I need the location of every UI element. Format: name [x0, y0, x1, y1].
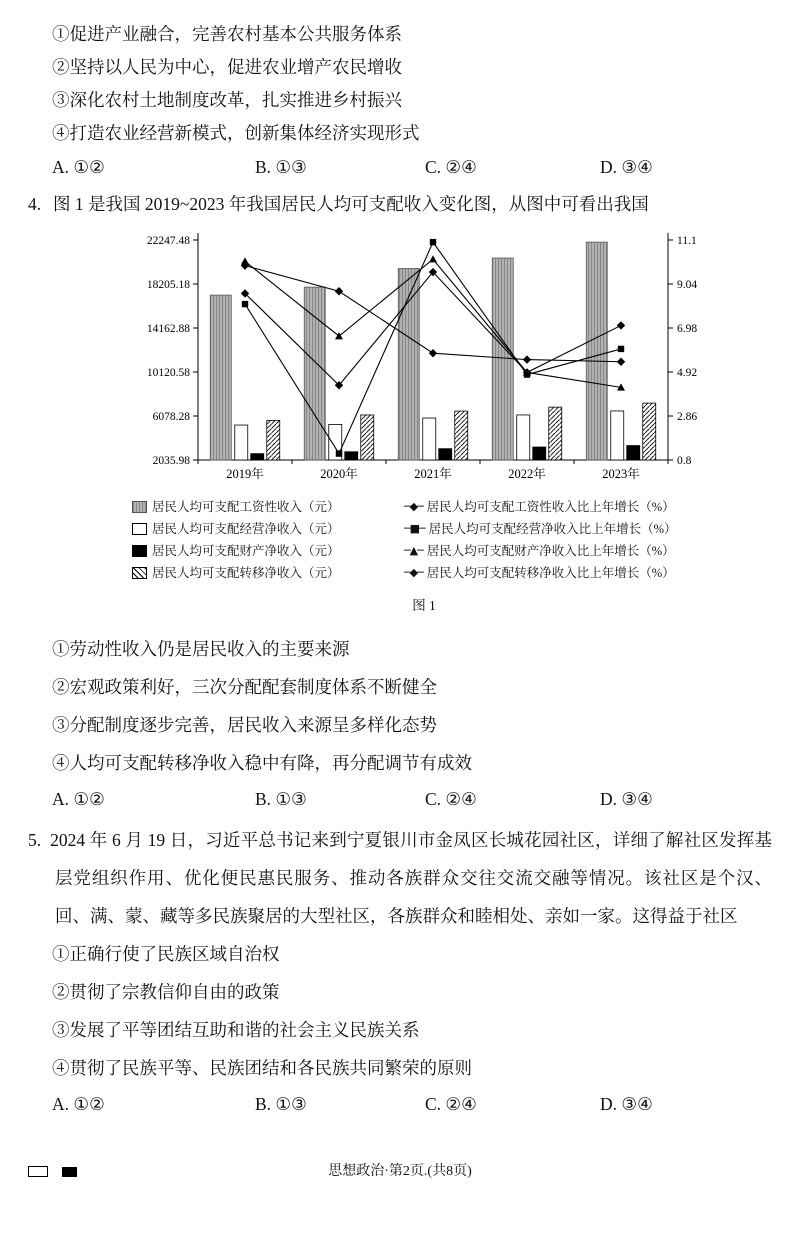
question-5-stem — [28, 821, 772, 935]
chart-legend — [132, 496, 734, 584]
option-line: ④贯彻了民族平等、民族团结和各民族共同繁荣的原则 — [52, 1058, 472, 1078]
option-line: ③分配制度逐步完善，居民收入来源呈多样化态势 — [52, 715, 437, 735]
choice-a: A. ①② — [52, 1094, 105, 1114]
legend-item — [404, 562, 734, 584]
registration-marks — [28, 1166, 77, 1177]
page-footer — [0, 1162, 800, 1192]
choice-a: A. ①② — [52, 157, 105, 177]
choice-b: B. ①③ — [255, 157, 307, 177]
bar-swatch-wage-icon — [132, 501, 147, 513]
choice-a: A. ①② — [52, 789, 105, 809]
svg-text:9.04: 9.04 — [677, 279, 698, 291]
svg-text:11.1: 11.1 — [677, 235, 697, 247]
choice-c: C. ②④ — [425, 1094, 477, 1114]
option-line: ①劳动性收入仍是居民收入的主要来源 — [52, 639, 350, 659]
income-chart-svg — [114, 226, 734, 494]
legend-label: 居民人均可支配工资性收入（元） — [152, 500, 340, 514]
legend-bars-column — [132, 496, 404, 584]
triangle-line-marker-icon: ─▲─ — [404, 544, 423, 557]
option-line: ②宏观政策利好，三次分配配套制度体系不断健全 — [52, 677, 437, 697]
square-line-marker-icon: ─■─ — [404, 522, 425, 535]
choices-row-q5 — [28, 1087, 774, 1122]
choice-b: B. ①③ — [255, 789, 307, 809]
bar-swatch-property-icon — [132, 545, 147, 557]
svg-text:6078.28: 6078.28 — [152, 411, 190, 423]
svg-text:2021年: 2021年 — [414, 467, 452, 481]
question-5-options — [28, 935, 774, 1087]
svg-text:6.98: 6.98 — [677, 323, 698, 335]
option-line: ③深化农村土地制度改革，扎实推进乡村振兴 — [52, 90, 402, 110]
svg-text:14162.88: 14162.88 — [146, 323, 190, 335]
legend-item — [404, 496, 734, 518]
chart-caption: 图 1 — [412, 598, 436, 613]
question-text: 图 1 是我国 2019~2023 年我国居民人均可支配收入变化图，从图中可看出我国 — [53, 194, 649, 214]
svg-text:22247.48: 22247.48 — [146, 235, 190, 247]
diamond-line-marker-icon: ─◆─ — [404, 566, 423, 579]
legend-label: 居民人均可支配转移净收入比上年增长（%） — [426, 566, 675, 580]
svg-text:2035.98: 2035.98 — [152, 455, 190, 467]
income-chart — [114, 226, 734, 614]
choice-d: D. ③④ — [600, 157, 653, 177]
legend-item — [132, 518, 404, 540]
svg-text:2019年: 2019年 — [226, 467, 264, 481]
option-line: ②坚持以人民为中心，促进农业增产农民增收 — [52, 57, 402, 77]
legend-label: 居民人均可支配转移净收入（元） — [152, 566, 340, 580]
svg-text:4.92: 4.92 — [677, 367, 698, 379]
question-number: 4. — [28, 194, 42, 214]
legend-label: 居民人均可支配经营净收入（元） — [152, 522, 340, 536]
svg-text:2.86: 2.86 — [677, 411, 698, 423]
legend-label: 居民人均可支配财产净收入（元） — [152, 544, 340, 558]
bar-swatch-transfer-icon — [132, 567, 147, 579]
option-line: ①正确行使了民族区域自治权 — [52, 944, 280, 964]
legend-item — [132, 540, 404, 562]
footer-text: 思想政治·第2页.(共8页) — [328, 1164, 472, 1179]
choice-b: B. ①③ — [255, 1094, 307, 1114]
legend-item — [132, 496, 404, 518]
svg-text:2023年: 2023年 — [602, 467, 640, 481]
option-line: ②贯彻了宗教信仰自由的政策 — [52, 982, 280, 1002]
diamond-line-marker-icon: ─◆─ — [404, 500, 423, 513]
choices-row-q3 — [28, 150, 774, 185]
legend-item — [132, 562, 404, 584]
question-text: 2024 年 6 月 19 日，习近平总书记来到宁夏银川市金凤区长城花园社区，详细了解社区发挥基层党组织作用、优化便民惠民服务、推动各族群众交往交流交融等情况。该社区是个汉、回、满、蒙、藏等多民族聚居的大型社区，各族群众和睦相处、亲如一家。这得益于社区 — [50, 830, 772, 926]
svg-text:2022年: 2022年 — [508, 467, 546, 481]
svg-text:18205.18: 18205.18 — [146, 279, 190, 291]
choice-c: C. ②④ — [425, 789, 477, 809]
question-number: 5. — [28, 830, 42, 850]
option-line: ①促进产业融合，完善农村基本公共服务体系 — [52, 24, 402, 44]
choice-d: D. ③④ — [600, 789, 653, 809]
question-3-options — [28, 18, 774, 150]
option-line: ④人均可支配转移净收入稳中有降，再分配调节有成效 — [52, 753, 472, 773]
legend-label: 居民人均可支配工资性收入比上年增长（%） — [426, 500, 675, 514]
choice-d: D. ③④ — [600, 1094, 653, 1114]
choice-c: C. ②④ — [425, 157, 477, 177]
svg-text:2020年: 2020年 — [320, 467, 358, 481]
svg-text:0.8: 0.8 — [677, 455, 692, 467]
print-mark-outline-icon — [28, 1166, 48, 1177]
legend-item — [404, 518, 734, 540]
option-line: ③发展了平等团结互助和谐的社会主义民族关系 — [52, 1020, 420, 1040]
legend-label: 居民人均可支配财产净收入比上年增长（%） — [426, 544, 675, 558]
bar-swatch-business-icon — [132, 523, 147, 535]
question-4-options — [28, 630, 774, 782]
print-mark-filled-icon — [62, 1167, 77, 1177]
question-4-stem — [28, 187, 774, 222]
legend-item — [404, 540, 734, 562]
legend-label: 居民人均可支配经营净收入比上年增长（%） — [428, 522, 677, 536]
svg-text:10120.58: 10120.58 — [146, 367, 190, 379]
choices-row-q4 — [28, 782, 774, 817]
legend-lines-column — [404, 496, 734, 584]
option-line: ④打造农业经营新模式，创新集体经济实现形式 — [52, 123, 420, 143]
